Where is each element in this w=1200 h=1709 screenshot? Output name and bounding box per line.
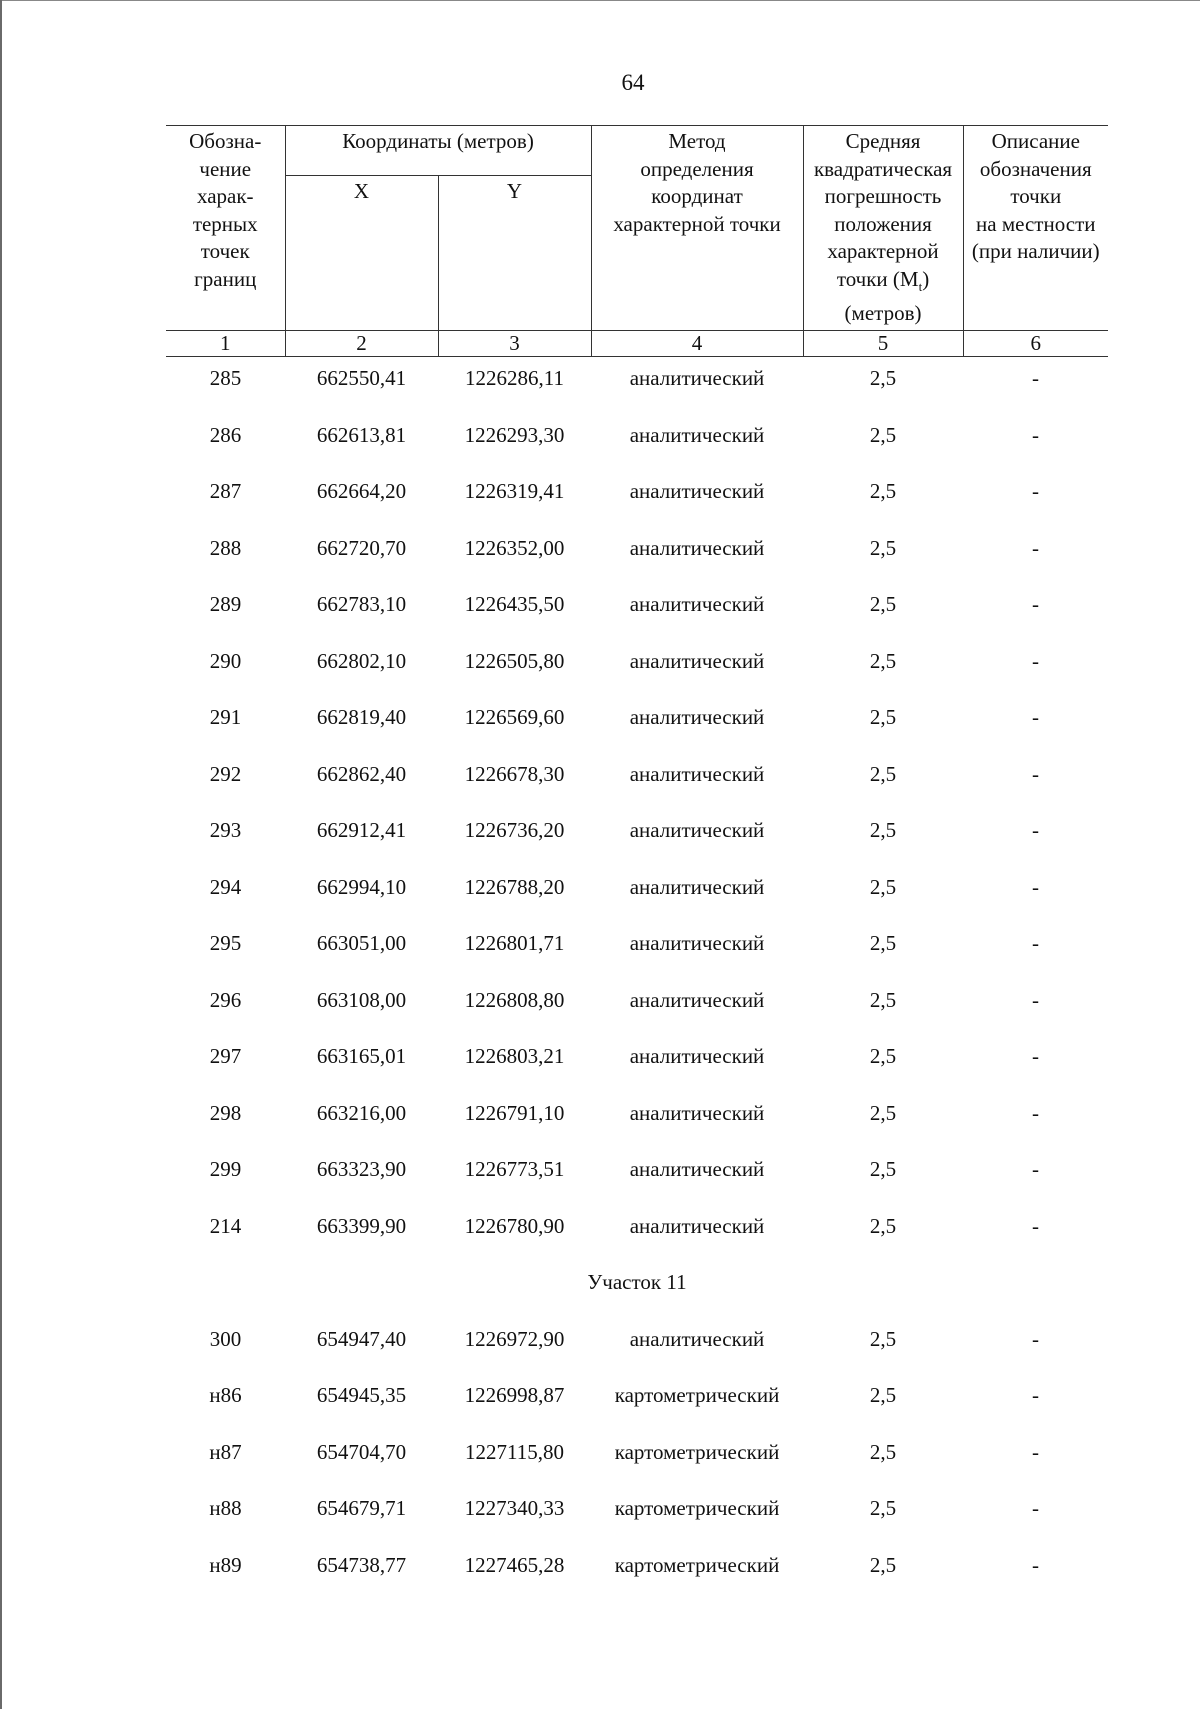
cell-rmse: 2,5: [869, 874, 897, 899]
column-number: 4: [591, 330, 803, 356]
cell-coord-y: 1226808,80: [464, 987, 565, 1012]
cell-coord-y: 1227115,80: [465, 1439, 564, 1464]
cell-rmse: 2,5: [869, 818, 897, 842]
cell-coord-y: 1226505,80: [464, 648, 565, 673]
cell-description: -: [1032, 535, 1039, 560]
cell-method: картометрический: [614, 1439, 780, 1464]
cell-coord-x: 662550,41: [316, 366, 407, 390]
cell-coord-x: 662613,81: [316, 422, 407, 447]
header-designation-line: харак-: [196, 184, 254, 208]
cell-coord-y: 1226972,90: [464, 1326, 565, 1351]
cell-method: аналитический: [629, 1044, 765, 1068]
header-rmse-line: (метров): [844, 301, 922, 326]
cell-coord-y: 1226286,11: [465, 366, 564, 390]
header-designation-line: точек: [200, 239, 250, 263]
cell-method: аналитический: [629, 1157, 765, 1181]
cell-coord-y: 1227340,33: [464, 1496, 565, 1520]
cell-rmse: 2,5: [869, 479, 897, 503]
cell-coord-x: 654947,40: [316, 1326, 407, 1351]
cell-rmse: 2,5: [869, 1383, 897, 1407]
cell-description: -: [1032, 1213, 1039, 1238]
cell-point-id: 295: [209, 931, 242, 955]
section-title-text: Участок 11: [587, 1270, 687, 1294]
table-row: [166, 1141, 1108, 1198]
cell-method: аналитический: [629, 422, 765, 447]
cell-method: аналитический: [629, 479, 765, 503]
header-rmse-line: [804, 266, 963, 301]
header-rmse-line: погрешность: [824, 184, 942, 208]
cell-coord-x: 654945,35: [316, 1383, 407, 1407]
cell-description: -: [1032, 366, 1039, 390]
column-number: 1: [166, 330, 285, 356]
cell-coord-y: 1226998,87: [464, 1383, 565, 1407]
cell-description: -: [1032, 592, 1039, 616]
cell-rmse: 2,5: [869, 1157, 897, 1181]
cell-point-id: 292: [209, 761, 242, 786]
table-row: [166, 915, 1108, 972]
cell-coord-x: 662802,10: [316, 648, 407, 673]
header-description-line: на местности: [976, 211, 1096, 236]
cell-method: картометрический: [614, 1383, 780, 1407]
cell-coord-y: 1226780,90: [464, 1213, 565, 1238]
table-row: [166, 1085, 1108, 1142]
table-row: [166, 802, 1108, 859]
header-description-line: Описание: [991, 129, 1080, 153]
cell-method: аналитический: [629, 761, 765, 786]
cell-method: аналитический: [629, 818, 765, 842]
cell-rmse: 2,5: [869, 1552, 897, 1577]
table-row: [166, 1198, 1108, 1255]
cell-method: аналитический: [629, 366, 765, 390]
table-row: [166, 1480, 1108, 1537]
cell-method: аналитический: [629, 1213, 765, 1238]
cell-point-id: 299: [209, 1157, 242, 1181]
cell-description: -: [1032, 874, 1039, 899]
cell-rmse: 2,5: [869, 648, 897, 673]
cell-description: -: [1032, 1326, 1039, 1351]
table-row: [166, 1367, 1108, 1424]
page-number: 64: [621, 70, 645, 95]
header-method-line: Метод: [668, 129, 726, 153]
cell-point-id: н86: [209, 1383, 242, 1407]
cell-coord-x: 663165,01: [316, 1044, 407, 1068]
header-rmse-line: характерной: [827, 239, 939, 263]
table-row: [166, 972, 1108, 1029]
table-row: [166, 859, 1108, 916]
table-row: [166, 463, 1108, 520]
cell-description: -: [1032, 1496, 1039, 1520]
header-description-line: (при наличии): [971, 239, 1100, 263]
cell-coord-y: 1226319,41: [464, 479, 565, 503]
cell-coord-y: 1226736,20: [464, 818, 565, 842]
cell-rmse: 2,5: [869, 1100, 897, 1125]
header-method: [591, 126, 803, 331]
cell-rmse: 2,5: [869, 535, 897, 560]
cell-point-id: н88: [209, 1496, 242, 1520]
cell-coord-x: 662819,40: [316, 705, 407, 729]
cell-point-id: н89: [209, 1552, 242, 1577]
column-number: 5: [803, 330, 963, 356]
cell-point-id: 296: [209, 987, 242, 1012]
cell-coord-y: 1226678,30: [464, 761, 565, 786]
cell-description: -: [1032, 1552, 1039, 1577]
table-row: [166, 633, 1108, 690]
cell-coord-x: 654704,70: [316, 1439, 407, 1464]
cell-description: -: [1032, 422, 1039, 447]
cell-point-id: 288: [209, 535, 242, 560]
table-row: [166, 1028, 1108, 1085]
cell-point-id: 294: [209, 874, 242, 899]
header-designation-line: чение: [199, 156, 252, 181]
cell-coord-x: 654738,77: [316, 1552, 407, 1577]
header-designation-line: границ: [194, 266, 257, 291]
table-row: [166, 350, 1108, 407]
cell-rmse: 2,5: [869, 366, 897, 390]
rows-group-b: [166, 1311, 1108, 1594]
cell-coord-y: 1226801,71: [464, 931, 565, 955]
cell-description: -: [1032, 479, 1039, 503]
column-number: 3: [438, 330, 591, 356]
header-method-line: характерной точки: [613, 211, 781, 236]
top-border-line: [2, 0, 1200, 1]
table-row: [166, 576, 1108, 633]
cell-method: аналитический: [629, 1100, 765, 1125]
header-rmse-line: положения: [834, 211, 932, 236]
header-description-line: обозначения: [979, 156, 1092, 181]
cell-rmse: 2,5: [869, 422, 897, 447]
table-body: [166, 350, 1108, 1593]
cell-point-id: 300: [209, 1326, 242, 1351]
header-coordinates: Координаты (метров): [285, 126, 591, 176]
cell-rmse: 2,5: [869, 705, 897, 729]
cell-method: аналитический: [629, 705, 765, 729]
header-designation-line: терных: [192, 211, 258, 236]
cell-rmse: 2,5: [869, 1213, 897, 1238]
cell-point-id: 297: [209, 1044, 242, 1068]
rows-group-a: [166, 350, 1108, 1254]
table-row: [166, 520, 1108, 577]
header-designation-line: Обозна-: [189, 129, 262, 153]
cell-point-id: 291: [209, 705, 242, 729]
cell-coord-x: 663216,00: [316, 1100, 407, 1125]
table-header: [166, 125, 1108, 357]
cell-description: -: [1032, 1100, 1039, 1125]
cell-coord-y: 1226569,60: [464, 705, 565, 729]
cell-rmse: 2,5: [869, 1326, 897, 1351]
cell-point-id: 293: [209, 818, 242, 842]
cell-description: -: [1032, 761, 1039, 786]
cell-method: аналитический: [629, 535, 765, 560]
cell-coord-y: 1226435,50: [464, 592, 565, 616]
cell-coord-y: 1226788,20: [464, 874, 565, 899]
cell-coord-x: 663108,00: [316, 987, 407, 1012]
cell-coord-y: 1227465,28: [464, 1552, 565, 1577]
cell-rmse: 2,5: [869, 761, 897, 786]
cell-coord-x: 663323,90: [316, 1157, 407, 1181]
cell-coord-x: 662783,10: [316, 592, 407, 616]
cell-rmse: 2,5: [869, 987, 897, 1012]
header-x: X: [285, 175, 438, 330]
cell-coord-x: 662664,20: [316, 479, 407, 503]
cell-point-id: 214: [209, 1213, 242, 1238]
cell-coord-x: 662994,10: [316, 874, 407, 899]
cell-coord-y: 1226352,00: [464, 535, 565, 560]
cell-rmse: 2,5: [869, 1044, 897, 1068]
header-y: Y: [438, 175, 591, 330]
cell-rmse: 2,5: [869, 1496, 897, 1520]
column-number: 2: [285, 330, 438, 356]
cell-coord-x: 662912,41: [316, 818, 407, 842]
cell-method: картометрический: [614, 1496, 780, 1520]
cell-coord-y: 1226791,10: [464, 1100, 565, 1125]
cell-description: -: [1032, 931, 1039, 955]
cell-coord-y: 1226803,21: [464, 1044, 565, 1068]
cell-point-id: 286: [209, 422, 242, 447]
header-method-line: координат: [651, 184, 743, 208]
cell-rmse: 2,5: [869, 931, 897, 955]
header-method-line: определения: [640, 156, 754, 181]
table-row: [166, 1424, 1108, 1481]
cell-method: аналитический: [629, 931, 765, 955]
cell-description: -: [1032, 648, 1039, 673]
cell-point-id: 289: [209, 592, 242, 616]
cell-point-id: н87: [209, 1439, 242, 1464]
cell-description: -: [1032, 1157, 1039, 1181]
cell-method: аналитический: [629, 874, 765, 899]
column-number: 6: [963, 330, 1108, 356]
cell-coord-y: 1226293,30: [464, 422, 565, 447]
table-row: [166, 1537, 1108, 1594]
cell-coord-y: 1226773,51: [464, 1157, 565, 1181]
cell-method: аналитический: [629, 1326, 765, 1351]
cell-method: картометрический: [614, 1552, 780, 1577]
table-row: [166, 407, 1108, 464]
cell-coord-x: 654679,71: [316, 1496, 407, 1520]
cell-description: -: [1032, 1439, 1039, 1464]
header-rmse-text: ): [922, 266, 930, 291]
cell-description: -: [1032, 987, 1039, 1012]
header-description-line: точки: [1010, 184, 1062, 208]
cell-point-id: 290: [209, 648, 242, 673]
cell-method: аналитический: [629, 987, 765, 1012]
cell-rmse: 2,5: [869, 592, 897, 616]
header-description: [963, 126, 1108, 331]
cell-coord-x: 662862,40: [316, 761, 407, 786]
cell-coord-x: 662720,70: [316, 535, 407, 560]
cell-description: -: [1032, 705, 1039, 729]
header-rmse-line: Средняя: [845, 129, 921, 153]
cell-description: -: [1032, 1383, 1039, 1407]
header-rmse-text: точки (M: [836, 266, 919, 291]
cell-method: аналитический: [629, 648, 765, 673]
header-designation: [166, 126, 285, 331]
cell-coord-x: 663051,00: [316, 931, 407, 955]
table-row: [166, 1311, 1108, 1368]
cell-method: аналитический: [629, 592, 765, 616]
header-rmse: [803, 126, 963, 331]
cell-point-id: 285: [209, 366, 242, 390]
section-title: [166, 1254, 1108, 1311]
cell-point-id: 298: [209, 1100, 242, 1125]
header-rmse-line: квадратическая: [813, 156, 953, 181]
cell-rmse: 2,5: [869, 1439, 897, 1464]
table-row: [166, 689, 1108, 746]
table-row: [166, 746, 1108, 803]
cell-point-id: 287: [209, 479, 242, 503]
cell-description: -: [1032, 818, 1039, 842]
cell-description: -: [1032, 1044, 1039, 1068]
header-rmse-subscript: t: [918, 278, 923, 294]
cell-coord-x: 663399,90: [316, 1213, 407, 1238]
